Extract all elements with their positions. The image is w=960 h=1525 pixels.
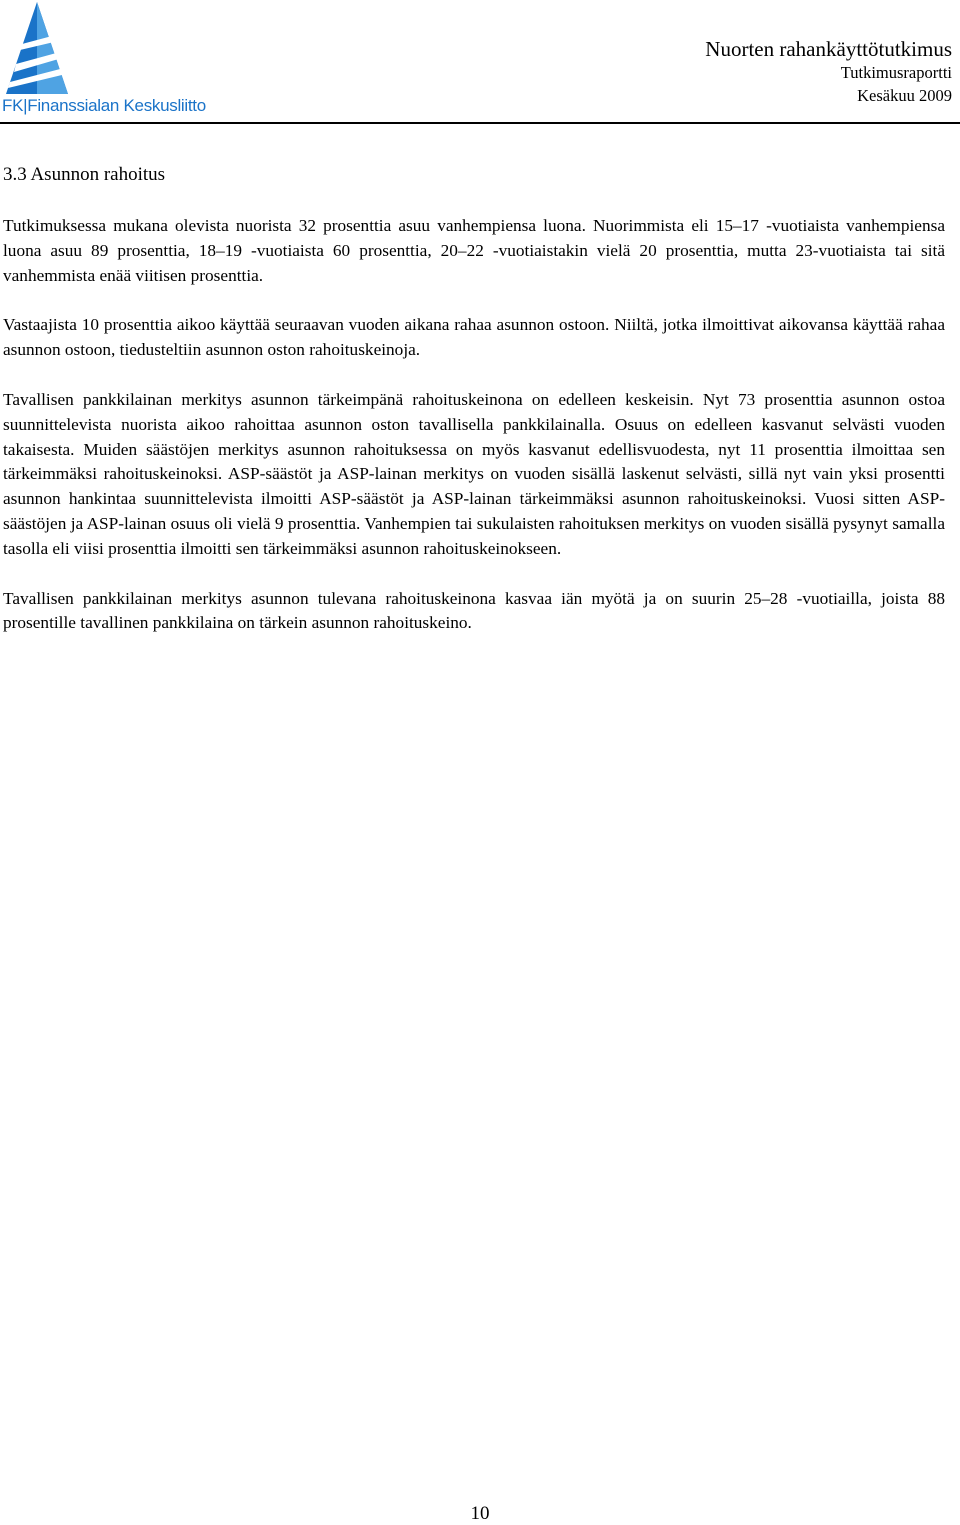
section-heading: 3.3 Asunnon rahoitus (3, 164, 166, 185)
logo-text: FK|Finanssialan Keskusliitto (2, 96, 206, 115)
report-type: Tutkimusraportti (840, 63, 952, 82)
body-text (3, 214, 945, 661)
paragraph: Vastaajista 10 prosenttia aikoo käyttää seuraavan vuoden aikana rahaa asunnon ostoon. Niiltä, jotka ilmoittivat aikovansa käyttää rahaa asunnon ostoon, tiedusteltiin asunnon oston rahoituskeinoja. (3, 315, 945, 360)
paragraph: Tavallisen pankkilainan merkitys asunnon tulevana rahoituskeinona kasvaa iän myötä ja on suurin 25–28 -vuotiailla, joista 88 prosentille tavallinen pankkilaina on tärkein asunnon rahoituskeino. (3, 588, 945, 633)
page-number: 10 (470, 1503, 490, 1524)
paragraph: Tutkimuksessa mukana olevista nuorista 32 prosenttia asuu vanhempiensa luona. Nuorimmista eli 15–17 -vuotiaista vanhempiensa luona asuu 89 prosenttia, 18–19 -vuotiaista 60 prosenttia, 20–22 -vuotiaistakin vielä 20 prosenttia, mutta 23-vuotiaista tai sitä vanhemmista enää viitisen prosenttia. (3, 216, 945, 285)
document-header (705, 38, 952, 107)
report-title: Nuorten rahankäyttötutkimus (705, 37, 952, 61)
paragraph: Tavallisen pankkilainan merkitys asunnon tärkeimpänä rahoituskeinona on edelleen keskeisin. Nyt 73 prosenttia asunnon ostoa suunnittelevista nuorista aikoo rahoittaa asunnon oston tavallisella pankkilainalla. Osuus on edelleen kasvanut selvästi vuoden takaisesta. Muiden säästöjen merkitys asunnon rahoituksessa on myös kasvanut edellisvuodesta, nyt 11 prosenttia ilmoittaa sen tärkeimmäksi rahoituskeinoksi. ASP-säästöt ja ASP-lainan merkitys on vuoden sisällä laskenut selvästi, sillä nyt vain yksi prosentti asunnon hankintaa suunnittelevista ilmoitti ASP-säästöt ja ASP-lainan tärkeimmäksi asunnon rahoituskeinoksi. Vuosi sitten ASP-säästöjen ja ASP-lainan osuus oli vielä 9 prosenttia. Vanhempien tai sukulaisten rahoituksen merkitys on vuoden sisällä pysynyt samalla tasolla eli viisi prosenttia ilmoitti sen tärkeimmäksi asunnon rahoituskeinokseen. (3, 389, 945, 558)
header-divider (0, 122, 960, 124)
report-date: Kesäkuu 2009 (857, 86, 952, 105)
fk-triangle-logo-icon (2, 2, 72, 96)
